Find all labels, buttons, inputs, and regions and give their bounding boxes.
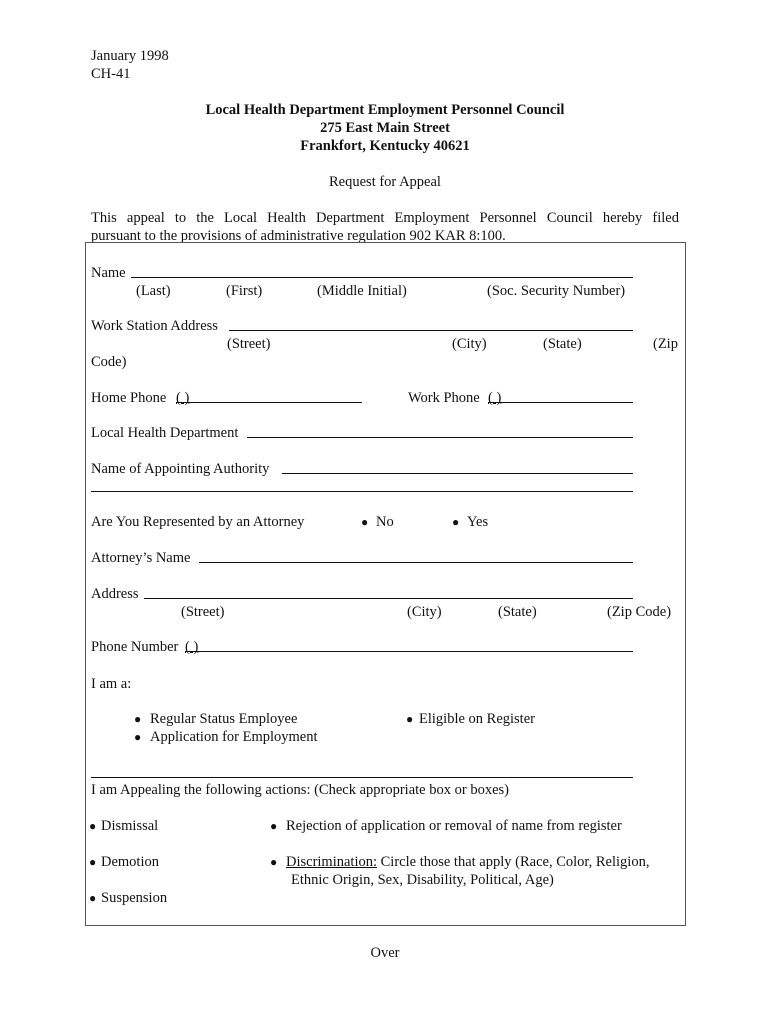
work-phone-area-code: ( ) — [488, 390, 502, 406]
attorney-no-checkbox[interactable]: ● — [361, 515, 369, 529]
appointing-authority-input-line[interactable] — [282, 473, 633, 474]
attorney-zip-caption: (Zip Code) — [607, 604, 672, 620]
dismissal-label: Dismissal — [101, 818, 159, 834]
name-middle-caption: (Middle Initial) — [317, 283, 407, 299]
work-station-street-caption: (Street) — [227, 336, 271, 352]
suspension-checkbox[interactable]: ● — [89, 891, 97, 905]
form-code: CH-41 — [91, 66, 131, 82]
suspension-label: Suspension — [101, 890, 168, 906]
attorney-phone-input-line[interactable] — [185, 651, 633, 652]
eligible-checkbox[interactable]: ● — [406, 712, 414, 726]
work-station-label: Work Station Address — [91, 318, 218, 334]
attorney-phone-area-code: ( ) — [185, 639, 199, 655]
attorney-phone-label: Phone Number — [91, 639, 179, 655]
org-name: Local Health Department Employment Personnel Council — [205, 102, 565, 118]
work-station-zip-caption: (Zip — [653, 336, 678, 352]
form-date: January 1998 — [91, 48, 169, 64]
attorney-address-label: Address — [91, 586, 139, 602]
discrimination-text-line-1 — [286, 853, 649, 871]
work-station-input-line[interactable] — [229, 330, 633, 331]
dismissal-checkbox[interactable]: ● — [89, 819, 97, 833]
name-label: Name — [91, 265, 126, 281]
footer-over: Over — [370, 945, 400, 961]
rejection-checkbox[interactable]: ● — [270, 819, 278, 833]
lhd-input-line[interactable] — [247, 437, 633, 438]
appointing-authority-input-line-2[interactable] — [91, 491, 633, 492]
attorney-name-input-line[interactable] — [199, 562, 633, 563]
work-phone-input-line[interactable] — [488, 402, 633, 403]
name-input-line[interactable] — [131, 277, 633, 278]
discrimination-label: Discrimination: — [286, 854, 378, 870]
attorney-yes-checkbox[interactable]: ● — [452, 515, 460, 529]
eligible-label: Eligible on Register — [419, 711, 535, 727]
section-divider-line — [91, 777, 633, 778]
name-first-caption: (First) — [226, 283, 263, 299]
discrimination-checkbox[interactable]: ● — [270, 855, 278, 869]
home-phone-label: Home Phone — [91, 390, 167, 406]
work-station-city-caption: (City) — [452, 336, 487, 352]
name-ssn-caption: (Soc. Security Number) — [487, 283, 626, 299]
form-title: Request for Appeal — [329, 174, 441, 190]
attorney-no-label: No — [376, 514, 394, 530]
lhd-label: Local Health Department — [91, 425, 239, 441]
application-checkbox[interactable]: ● — [134, 730, 142, 744]
demotion-checkbox[interactable]: ● — [89, 855, 97, 869]
discrimination-text-line-2: Ethnic Origin, Sex, Disability, Political, Age) — [291, 872, 554, 888]
attorney-street-caption: (Street) — [181, 604, 225, 620]
attorney-address-input-line[interactable] — [144, 598, 633, 599]
org-city: Frankfort, Kentucky 40621 — [300, 138, 470, 154]
intro-line-2: pursuant to the provisions of administrative regulation 902 KAR 8:100. — [91, 228, 506, 244]
attorney-city-caption: (City) — [407, 604, 442, 620]
attorney-name-label: Attorney’s Name — [91, 550, 191, 566]
work-phone-label: Work Phone — [408, 390, 480, 406]
application-label: Application for Employment — [150, 729, 318, 745]
demotion-label: Demotion — [101, 854, 159, 870]
home-phone-input-line[interactable] — [176, 402, 362, 403]
org-street: 275 East Main Street — [320, 120, 450, 136]
rejection-label: Rejection of application or removal of name from register — [286, 818, 622, 834]
attorney-state-caption: (State) — [498, 604, 537, 620]
home-phone-area-code: ( ) — [176, 390, 190, 406]
attorney-question: Are You Represented by an Attorney — [91, 514, 305, 530]
name-last-caption: (Last) — [136, 283, 171, 299]
attorney-yes-label: Yes — [467, 514, 489, 530]
regular-status-checkbox[interactable]: ● — [134, 712, 142, 726]
appointing-authority-label: Name of Appointing Authority — [91, 461, 270, 477]
discrimination-text-1: Circle those that apply (Race, Color, Religion, — [377, 854, 650, 870]
status-label: I am a: — [91, 676, 132, 692]
work-station-state-caption: (State) — [543, 336, 582, 352]
intro-line-1: This appeal to the Local Health Department Employment Personnel Council hereby filed — [91, 210, 679, 226]
actions-heading: I am Appealing the following actions: (Check appropriate box or boxes) — [91, 782, 509, 798]
regular-status-label: Regular Status Employee — [150, 711, 298, 727]
work-station-zip-caption-2: Code) — [91, 354, 127, 370]
